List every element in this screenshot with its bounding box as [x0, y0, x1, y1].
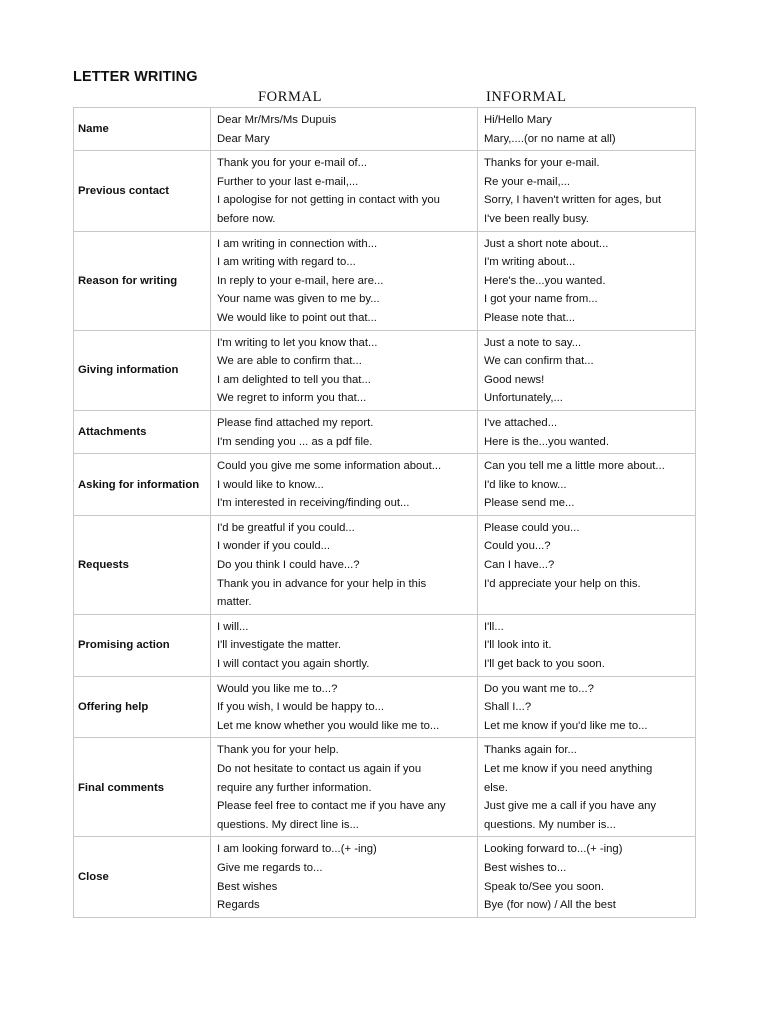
informal-phrase: Sorry, I haven't written for ages, but	[484, 194, 662, 207]
informal-cell	[478, 837, 696, 917]
table-row	[74, 676, 696, 738]
informal-phrase: I'd appreciate your help on this.	[484, 577, 641, 590]
formal-phrase: Give me regards to...	[217, 861, 323, 874]
informal-phrase: Let me know if you need anything	[484, 763, 653, 775]
formal-phrase: I will contact you again shortly.	[217, 658, 370, 671]
formal-phrase: Please find attached my report.	[217, 416, 374, 429]
informal-phrase: Let me know if you'd like me to...	[484, 719, 648, 732]
formal-phrase: Thank you for your help.	[217, 744, 339, 757]
formal-phrase: Do not hesitate to contact us again if you	[217, 763, 422, 775]
informal-phrase: Here is the...you wanted.	[484, 435, 609, 448]
formal-phrase: before now.	[217, 212, 276, 225]
table-row	[74, 330, 696, 410]
informal-phrase: I'd like to know...	[484, 478, 567, 491]
table-row	[74, 454, 696, 516]
informal-phrase: Best wishes to...	[484, 861, 567, 874]
formal-phrase: I am looking forward to...(+ -ing)	[217, 843, 377, 856]
informal-phrase: I got your name from...	[484, 293, 598, 306]
formal-phrase: In reply to your e-mail, here are...	[217, 274, 384, 287]
table-row	[74, 614, 696, 676]
informal-phrase: Unfortunately,...	[484, 392, 563, 405]
informal-phrase: Can you tell me a little more about...	[484, 460, 665, 473]
formal-cell	[211, 108, 478, 151]
informal-phrase: questions. My number is...	[484, 818, 616, 831]
informal-phrase: I'll get back to you soon.	[484, 658, 605, 671]
category-cell: Final comments	[74, 738, 211, 837]
page-title: LETTER WRITING	[73, 69, 198, 85]
informal-phrase: I'll look into it.	[484, 639, 552, 652]
informal-cell	[478, 676, 696, 738]
formal-phrase: Regards	[217, 899, 260, 912]
informal-phrase: Do you want me to...?	[484, 682, 594, 695]
formal-phrase: I'm writing to let you know that...	[217, 336, 378, 349]
table-row	[74, 515, 696, 614]
formal-phrase: I'm interested in receiving/finding out...	[217, 497, 410, 510]
formal-phrase: I apologise for not getting in contact with you	[217, 194, 440, 207]
informal-phrase: Thanks for your e-mail.	[484, 157, 600, 170]
table-row	[74, 151, 696, 231]
formal-cell	[211, 676, 478, 738]
formal-phrase: questions. My direct line is...	[217, 818, 359, 831]
informal-phrase: Good news!	[484, 373, 545, 386]
informal-phrase: Here's the...you wanted.	[484, 274, 606, 287]
informal-phrase: Just a short note about...	[484, 237, 609, 250]
informal-cell	[478, 515, 696, 614]
informal-phrase: We can confirm that...	[484, 355, 594, 368]
formal-cell	[211, 231, 478, 330]
table-row	[74, 837, 696, 917]
informal-phrase: I'm writing about...	[484, 256, 576, 269]
informal-phrase: else.	[484, 781, 508, 794]
formal-phrase: If you wish, I would be happy to...	[217, 701, 385, 714]
informal-cell	[478, 738, 696, 837]
informal-phrase: I'll...	[484, 620, 504, 633]
formal-phrase: Please feel free to contact me if you have any	[217, 800, 446, 813]
formal-cell	[211, 837, 478, 917]
informal-cell	[478, 614, 696, 676]
table-row	[74, 410, 696, 453]
formal-phrase: I would like to know...	[217, 478, 324, 491]
formal-phrase: Further to your last e-mail,...	[217, 175, 359, 188]
informal-phrase: Bye (for now) / All the best	[484, 899, 616, 912]
informal-phrase: Mary,....(or no name at all)	[484, 132, 616, 145]
informal-phrase: I've been really busy.	[484, 212, 589, 225]
informal-phrase: Please could you...	[484, 521, 580, 534]
formal-phrase: I am delighted to tell you that...	[217, 373, 371, 386]
table-body	[74, 108, 696, 918]
category-cell: Offering help	[74, 676, 211, 738]
formal-cell	[211, 330, 478, 410]
category-cell: Previous contact	[74, 151, 211, 231]
formal-cell	[211, 738, 478, 837]
informal-phrase: Please send me...	[484, 497, 575, 510]
formal-phrase: Your name was given to me by...	[217, 293, 380, 306]
category-cell: Promising action	[74, 614, 211, 676]
formal-phrase: I'm sending you ... as a pdf file.	[217, 435, 373, 448]
table-row	[74, 738, 696, 837]
formal-column-header: FORMAL	[258, 89, 323, 105]
formal-phrase: require any further information.	[217, 781, 372, 794]
formal-cell	[211, 151, 478, 231]
informal-phrase: Please note that...	[484, 311, 576, 324]
category-cell: Close	[74, 837, 211, 917]
category-cell: Giving information	[74, 330, 211, 410]
formal-phrase: Thank you for your e-mail of...	[217, 157, 368, 170]
informal-phrase: Speak to/See you soon.	[484, 880, 604, 893]
formal-phrase: I am writing in connection with...	[217, 237, 378, 250]
informal-cell	[478, 108, 696, 151]
letter-phrases-table	[73, 107, 696, 918]
formal-phrase: matter.	[217, 596, 252, 609]
formal-phrase: Do you think I could have...?	[217, 559, 360, 572]
category-cell: Reason for writing	[74, 231, 211, 330]
informal-phrase: Shall I...?	[484, 701, 532, 714]
informal-phrase: Thanks again for...	[484, 744, 577, 757]
formal-phrase: I wonder if you could...	[217, 540, 331, 553]
informal-phrase: I've attached...	[484, 416, 558, 429]
formal-cell	[211, 614, 478, 676]
informal-phrase: Re your e-mail,...	[484, 175, 571, 188]
informal-phrase: Can I have...?	[484, 559, 555, 572]
formal-phrase: We would like to point out that...	[217, 311, 377, 324]
informal-phrase: Hi/Hello Mary	[484, 114, 552, 126]
category-cell: Asking for information	[74, 454, 211, 516]
informal-column-header: INFORMAL	[486, 89, 567, 105]
formal-phrase: Would you like me to...?	[217, 682, 338, 695]
formal-phrase: I am writing with regard to...	[217, 256, 356, 269]
formal-cell	[211, 515, 478, 614]
informal-cell	[478, 231, 696, 330]
formal-phrase: We regret to inform you that...	[217, 392, 367, 405]
informal-phrase: Just give me a call if you have any	[484, 800, 657, 813]
formal-phrase: I'd be greatful if you could...	[217, 521, 355, 534]
formal-cell	[211, 410, 478, 453]
category-cell: Name	[74, 108, 211, 151]
table-row	[74, 108, 696, 151]
formal-cell	[211, 454, 478, 516]
category-cell: Attachments	[74, 410, 211, 453]
formal-phrase: I'll investigate the matter.	[217, 639, 341, 652]
formal-phrase: Let me know whether you would like me to...	[217, 719, 440, 732]
informal-cell	[478, 330, 696, 410]
informal-cell	[478, 151, 696, 231]
table-row	[74, 231, 696, 330]
informal-phrase: Could you...?	[484, 540, 551, 553]
informal-phrase: Looking forward to...(+ -ing)	[484, 843, 623, 856]
category-cell: Requests	[74, 515, 211, 614]
formal-phrase: We are able to confirm that...	[217, 355, 362, 368]
formal-phrase: Could you give me some information about...	[217, 460, 442, 473]
formal-phrase: Thank you in advance for your help in this	[217, 577, 427, 590]
formal-phrase: Dear Mr/Mrs/Ms Dupuis	[217, 114, 337, 126]
formal-phrase: Dear Mary	[217, 132, 270, 145]
informal-phrase: Just a note to say...	[484, 336, 582, 349]
informal-cell	[478, 454, 696, 516]
formal-phrase: Best wishes	[217, 880, 278, 893]
informal-cell	[478, 410, 696, 453]
formal-phrase: I will...	[217, 620, 249, 633]
